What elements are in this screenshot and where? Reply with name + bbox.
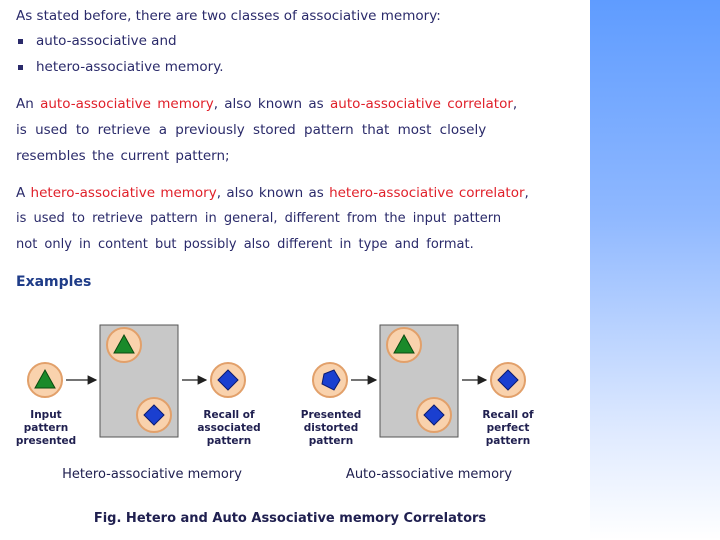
output-label-line1: Recall of bbox=[203, 409, 255, 421]
intro-text: As stated before, there are two classes of associative memory: bbox=[16, 8, 441, 24]
para2-line1 bbox=[16, 185, 529, 201]
para1-line2: is used to retrieve a previously stored pattern that most closely bbox=[16, 122, 487, 138]
hetero-caption: Hetero-associative memory bbox=[62, 467, 242, 482]
output-label-line3: pattern bbox=[206, 435, 252, 447]
input-label-line2: pattern bbox=[23, 422, 69, 434]
output-label-line3: pattern bbox=[485, 435, 531, 447]
para2-text-c: , bbox=[524, 185, 529, 201]
para1-line3: resembles the current pattern; bbox=[16, 148, 230, 164]
bullet-item-auto: auto-associative and bbox=[36, 33, 177, 49]
bullet-icon bbox=[18, 65, 23, 70]
para1-text-a: An bbox=[16, 96, 34, 112]
examples-heading: Examples bbox=[16, 274, 92, 290]
para2-line2: is used to retrieve pattern in general, different from the input pattern bbox=[16, 211, 502, 226]
term-auto-associative-memory: auto-associative memory bbox=[40, 96, 214, 112]
output-label-line2: associated bbox=[197, 422, 261, 434]
term-auto-associative-correlator: auto-associative correlator bbox=[330, 96, 513, 112]
bullet-item-hetero: hetero-associative memory. bbox=[36, 59, 224, 75]
hetero-associative-figure bbox=[16, 325, 261, 482]
input-label-line1: Presented bbox=[300, 409, 362, 421]
input-label-line3: presented bbox=[15, 435, 77, 447]
bullet-icon bbox=[18, 39, 23, 44]
figure-caption: Fig. Hetero and Auto Associative memory Correlators bbox=[93, 511, 487, 526]
output-label-line2: perfect bbox=[486, 422, 530, 434]
input-label-line3: pattern bbox=[308, 435, 354, 447]
input-label-line2: distorted bbox=[303, 422, 359, 434]
para2-line3: not only in content but possibly also different in type and format. bbox=[16, 237, 474, 252]
decorative-sidebar bbox=[590, 0, 720, 540]
output-label-line1: Recall of bbox=[482, 409, 534, 421]
term-hetero-associative-correlator: hetero-associative correlator bbox=[329, 185, 525, 201]
para1-line1 bbox=[16, 96, 517, 112]
term-hetero-associative-memory: hetero-associative memory bbox=[30, 185, 217, 201]
para2-text-b: , also known as bbox=[216, 185, 324, 201]
auto-associative-figure bbox=[301, 325, 534, 482]
para1-text-c: , bbox=[512, 96, 518, 112]
input-label-line1: Input bbox=[30, 409, 62, 421]
para2-text-a: A bbox=[16, 185, 26, 201]
para1-text-b: , also known as bbox=[213, 96, 324, 112]
associative-memory-diagram bbox=[0, 300, 590, 540]
auto-caption: Auto-associative memory bbox=[345, 467, 513, 482]
